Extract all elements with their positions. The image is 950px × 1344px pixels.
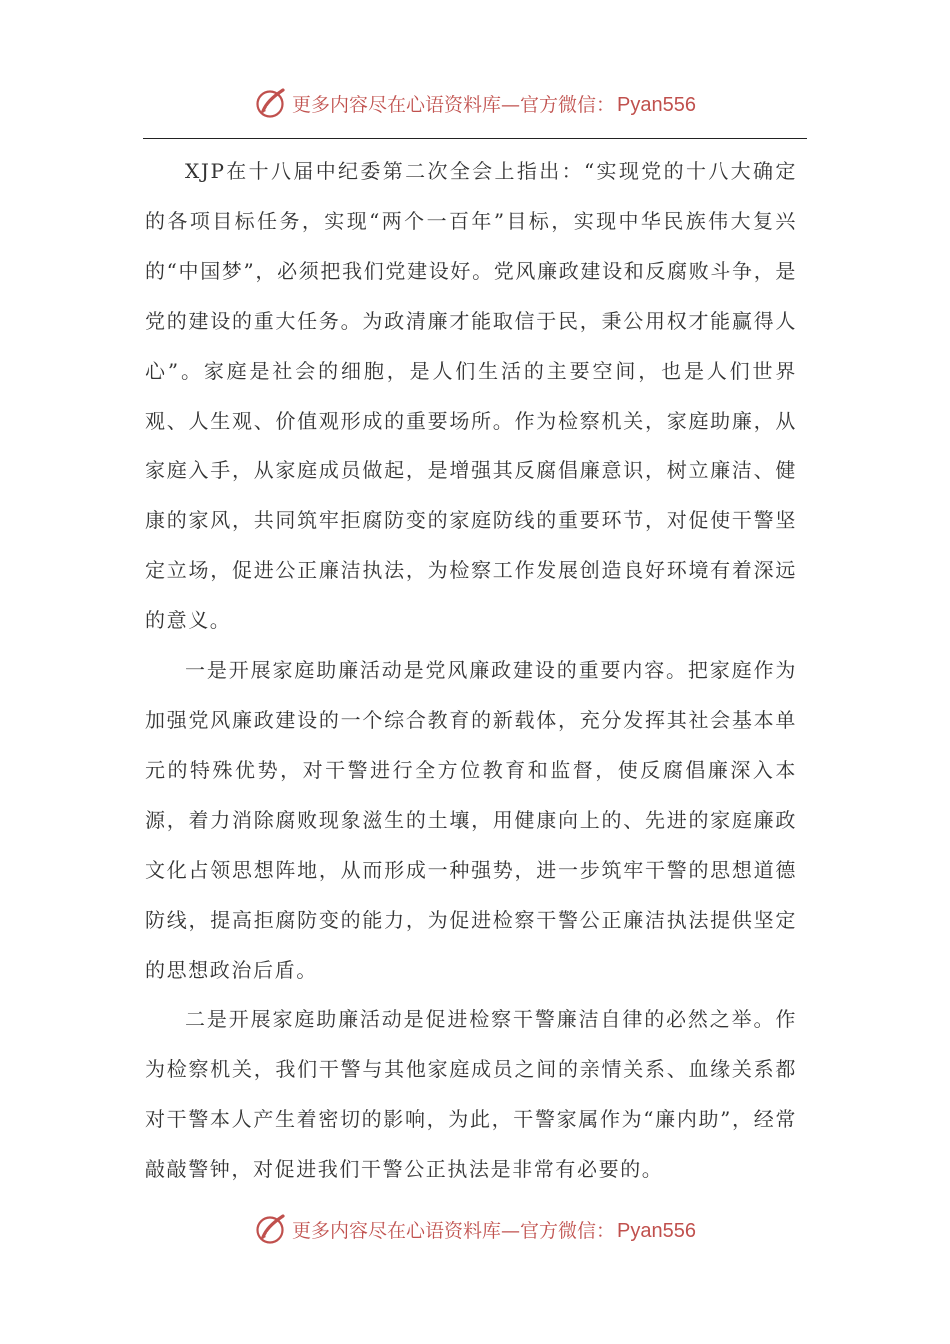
- document-body: [145, 147, 797, 1195]
- header-divider: [143, 138, 807, 139]
- footer-watermark: [0, 1209, 950, 1249]
- paragraph-point-one: 一是开展家庭助廉活动是党风廉政建设的重要内容。把家庭作为加强党风廉政建设的一个综合教育的新载体，充分发挥其社会基本单元的特殊优势，对干警进行全方位教育和监督，使反腐倡廉深入本源，着力消除腐败现象滋生的土壤，用健康向上的、先进的家庭廉政文化占领思想阵地，从而形成一种强势，进一步筑牢干警的思想道德防线，提高拒腐防变的能力，为促进检察干警公正廉洁执法提供坚定的思想政治后盾。: [145, 658, 797, 982]
- watermark-text: 更多内容尽在心语资料库—官方微信： Pyan556: [292, 93, 696, 116]
- brush-pen-logo-icon: [254, 1212, 288, 1246]
- brush-pen-logo-icon: [254, 86, 288, 120]
- watermark-wechat-id: Pyan556: [617, 1219, 696, 1242]
- watermark-wechat-id: Pyan556: [617, 93, 696, 116]
- paragraph-intro: XJP在十八届中纪委第二次全会上指出：“实现党的十八大确定的各项目标任务，实现“两个一百年”目标，实现中华民族伟大复兴的“中国梦”，必须把我们党建设好。党风廉政建设和反腐败斗争，是党的建设的重大任务。为政清廉才能取信于民，秉公用权才能赢得人心”。家庭是社会的细胞，是人们生活的主要空间，也是人们世界观、人生观、价值观形成的重要场所。作为检察机关，家庭助廉，从家庭入手，从家庭成员做起，是增强其反腐倡廉意识，树立廉洁、健康的家风，共同筑牢拒腐防变的家庭防线的重要环节，对促使干警坚定立场，促进公正廉洁执法，为检察工作发展创造良好环境有着深远的意义。: [145, 159, 797, 633]
- paragraph-point-two: 二是开展家庭助廉活动是促进检察干警廉洁自律的必然之举。作为检察机关，我们干警与其他家庭成员之间的亲情关系、血缘关系都对干警本人产生着密切的影响，为此，干警家属作为“廉内助”，经常敲敲警钟，对促进我们干警公正执法是非常有必要的。: [145, 1007, 797, 1182]
- watermark-text: 更多内容尽在心语资料库—官方微信： Pyan556: [292, 1219, 696, 1242]
- header-watermark: [0, 83, 950, 123]
